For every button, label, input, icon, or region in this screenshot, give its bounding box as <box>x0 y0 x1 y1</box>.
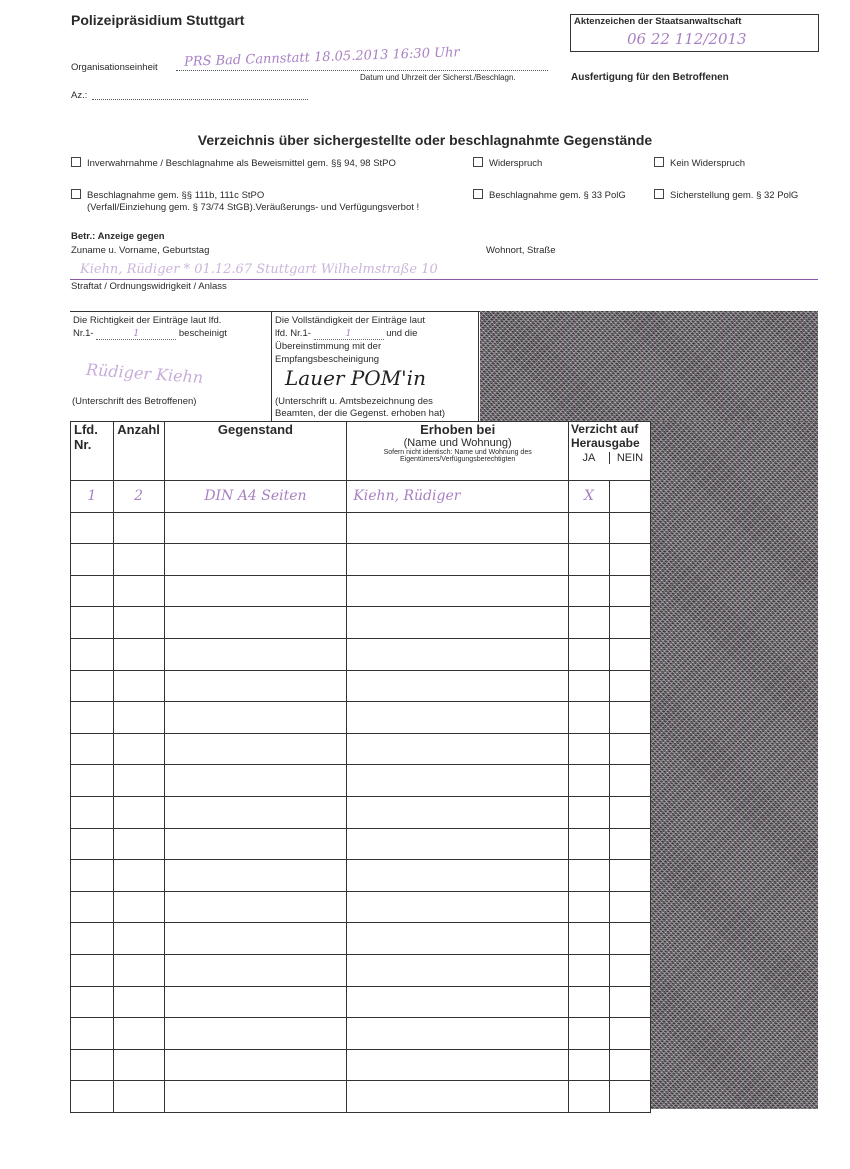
checkbox-square[interactable] <box>71 157 81 167</box>
col-from-note: Sofern nicht identisch: Name und Wohnung des Eigentümers/Verfügungsberechtigten <box>383 449 532 463</box>
checkbox-objection[interactable] <box>473 157 542 169</box>
table-row <box>71 1049 651 1081</box>
cell-yes[interactable] <box>568 575 609 607</box>
cell-no[interactable] <box>609 733 650 765</box>
checkbox-no-objection-label: Kein Widerspruch <box>670 158 745 169</box>
col-from: Erhoben bei <box>420 422 496 437</box>
cell-from[interactable] <box>347 702 569 734</box>
cell-nr[interactable] <box>71 670 114 702</box>
col-from-cell <box>347 422 569 481</box>
cell-from[interactable] <box>347 733 569 765</box>
table-row <box>71 986 651 1018</box>
prosecution-label: Aktenzeichen der Staatsanwaltschaft <box>574 16 742 27</box>
table-row <box>71 891 651 923</box>
left-confirm-line1: Die Richtigkeit der Einträge laut lfd. <box>73 315 222 326</box>
betr-heading: Betr.: Anzeige gegen <box>71 231 165 242</box>
cell-item[interactable] <box>164 954 347 986</box>
cell-item[interactable] <box>164 575 347 607</box>
cell-no[interactable] <box>609 575 650 607</box>
cell-from[interactable]: Kiehn, Rüdiger <box>347 481 569 513</box>
left-signature-caption: (Unterschrift des Betroffenen) <box>72 396 197 407</box>
checkbox-evidence[interactable] <box>71 157 396 169</box>
cell-yes[interactable] <box>568 860 609 892</box>
confirm-top-line <box>70 311 480 312</box>
cell-nr[interactable] <box>71 1081 114 1113</box>
cell-count[interactable] <box>113 954 164 986</box>
cell-count[interactable]: 2 <box>113 481 164 513</box>
cell-from[interactable] <box>347 607 569 639</box>
table-row <box>71 733 651 765</box>
table-row <box>71 670 651 702</box>
cell-count[interactable] <box>113 544 164 576</box>
cell-from[interactable] <box>347 512 569 544</box>
cell-nr[interactable] <box>71 828 114 860</box>
cell-no[interactable] <box>609 544 650 576</box>
cell-item[interactable] <box>164 986 347 1018</box>
cell-count[interactable] <box>113 1081 164 1113</box>
cell-yes[interactable] <box>568 828 609 860</box>
table-row <box>71 638 651 670</box>
cell-no[interactable] <box>609 891 650 923</box>
table-row <box>71 544 651 576</box>
cell-item[interactable] <box>164 1018 347 1050</box>
cell-nr[interactable] <box>71 512 114 544</box>
cell-nr[interactable] <box>71 923 114 955</box>
left-confirm-certified: bescheinigt <box>178 328 227 339</box>
cell-yes[interactable] <box>568 1018 609 1050</box>
cell-nr[interactable] <box>71 765 114 797</box>
cell-count[interactable] <box>113 607 164 639</box>
table-row <box>71 796 651 828</box>
cell-from[interactable] <box>347 575 569 607</box>
cell-no[interactable] <box>609 512 650 544</box>
cell-item[interactable] <box>164 544 347 576</box>
right-caption-2: Beamten, der die Gegenst. erhoben hat) <box>275 408 446 419</box>
col-from-sub: (Name und Wohnung) <box>403 437 512 449</box>
checkbox-polg32-label: Sicherstellung gem. § 32 PolG <box>670 190 799 201</box>
datetime-caption: Datum und Uhrzeit der Sicherst./Beschlagn. <box>360 73 516 82</box>
table-row <box>71 575 651 607</box>
cell-item[interactable] <box>164 891 347 923</box>
cell-no[interactable] <box>609 1049 650 1081</box>
cell-no[interactable] <box>609 860 650 892</box>
cell-no[interactable] <box>609 607 650 639</box>
cell-nr[interactable] <box>71 1018 114 1050</box>
cell-no[interactable] <box>609 1018 650 1050</box>
table-header-row <box>71 422 651 481</box>
right-confirm-line3: Übereinstimmung mit der <box>275 341 382 352</box>
cell-count[interactable] <box>113 986 164 1018</box>
confirm-divider <box>271 311 272 421</box>
cell-item[interactable] <box>164 1081 347 1113</box>
col-waiver: Verzicht auf Herausgabe <box>570 422 640 450</box>
cell-yes[interactable] <box>568 638 609 670</box>
cell-yes[interactable] <box>568 733 609 765</box>
checkbox-square[interactable] <box>654 157 664 167</box>
table-row <box>71 702 651 734</box>
cell-no[interactable] <box>609 923 650 955</box>
left-confirm-nr-value: 1 <box>96 328 176 340</box>
checkbox-polg32[interactable] <box>654 189 798 201</box>
cell-yes[interactable] <box>568 670 609 702</box>
residence-label: Wohnort, Straße <box>486 245 556 256</box>
cell-nr[interactable] <box>71 575 114 607</box>
checkbox-polg33[interactable] <box>473 189 626 201</box>
cell-count[interactable] <box>113 828 164 860</box>
cell-nr[interactable] <box>71 544 114 576</box>
cell-yes[interactable] <box>568 544 609 576</box>
cell-item[interactable] <box>164 638 347 670</box>
offense-label: Straftat / Ordnungswidrigkeit / Anlass <box>71 281 227 292</box>
cell-no[interactable] <box>609 702 650 734</box>
cell-yes[interactable] <box>568 923 609 955</box>
cell-from[interactable] <box>347 828 569 860</box>
col-waiver-sub <box>569 452 650 464</box>
cell-from[interactable] <box>347 1081 569 1113</box>
redacted-area-top <box>480 311 818 421</box>
cell-from[interactable] <box>347 765 569 797</box>
right-confirm-and: und die <box>386 328 418 339</box>
table-body <box>71 481 651 1113</box>
cell-no[interactable] <box>609 638 650 670</box>
checkbox-evidence-label: Inverwahrnahme / Beschlagnahme als Beweismittel gem. §§ 94, 98 StPO <box>87 158 396 169</box>
cell-count[interactable] <box>113 670 164 702</box>
cell-no[interactable] <box>609 986 650 1018</box>
cell-no[interactable] <box>609 481 650 513</box>
cell-item[interactable]: DIN A4 Seiten <box>164 481 347 513</box>
cell-count[interactable] <box>113 860 164 892</box>
cell-item[interactable] <box>164 923 347 955</box>
cell-nr[interactable] <box>71 638 114 670</box>
cell-from[interactable] <box>347 923 569 955</box>
page-title: Verzeichnis über sichergestellte oder beschlagnahmte Gegenstände <box>197 132 653 148</box>
cell-nr[interactable] <box>71 796 114 828</box>
checkbox-no-objection[interactable] <box>654 157 745 169</box>
checkbox-square[interactable] <box>654 189 664 199</box>
cell-from[interactable] <box>347 954 569 986</box>
cell-item[interactable] <box>164 733 347 765</box>
cell-nr[interactable]: 1 <box>71 481 114 513</box>
cell-no[interactable] <box>609 796 650 828</box>
agency-name: Polizeipräsidium Stuttgart <box>71 12 245 28</box>
cell-yes[interactable] <box>568 702 609 734</box>
left-confirm-line2 <box>73 328 227 340</box>
name-label: Zuname u. Vorname, Geburtstag <box>71 245 210 256</box>
cell-item[interactable] <box>164 1049 347 1081</box>
right-confirm-nr: lfd. Nr.1- <box>275 328 311 339</box>
cell-no[interactable] <box>609 670 650 702</box>
cell-count[interactable] <box>113 575 164 607</box>
left-signature: Rüdiger Kiehn <box>85 359 204 388</box>
copy-label: Ausfertigung für den Betroffenen <box>571 72 729 83</box>
cell-from[interactable] <box>347 1049 569 1081</box>
cell-count[interactable] <box>113 638 164 670</box>
cell-from[interactable] <box>347 986 569 1018</box>
cell-no[interactable] <box>609 1081 650 1113</box>
cell-from[interactable] <box>347 544 569 576</box>
checkbox-111[interactable] <box>71 189 264 201</box>
cell-item[interactable] <box>164 860 347 892</box>
col-waiver-cell <box>568 422 650 481</box>
cell-nr[interactable] <box>71 702 114 734</box>
cell-nr[interactable] <box>71 891 114 923</box>
table-row <box>71 481 651 513</box>
checkbox-square[interactable] <box>473 189 483 199</box>
right-confirm-line1: Die Vollständigkeit der Einträge laut <box>275 315 425 326</box>
col-count: Anzahl <box>113 422 164 481</box>
org-unit-label: Organisationseinheit <box>71 62 158 73</box>
col-nr: Lfd. Nr. <box>71 422 114 481</box>
person-value: Kiehn, Rüdiger * 01.12.67 Stuttgart Wilhelmstraße 10 <box>80 262 438 277</box>
checkbox-objection-label: Widerspruch <box>489 158 543 169</box>
cell-yes[interactable] <box>568 512 609 544</box>
col-item: Gegenstand <box>164 422 347 481</box>
cell-nr[interactable] <box>71 733 114 765</box>
table-row <box>71 512 651 544</box>
checkbox-111-label: Beschlagnahme gem. §§ 111b, 111c StPO <box>87 190 265 201</box>
checkbox-111-sub: (Verfall/Einziehung gem. § 73/74 StGB).Veräußerungs- und Verfügungsverbot ! <box>87 202 420 213</box>
az-line <box>92 99 308 100</box>
cell-item[interactable] <box>164 670 347 702</box>
cell-from[interactable] <box>347 891 569 923</box>
table-row <box>71 923 651 955</box>
cell-yes[interactable] <box>568 607 609 639</box>
prosecution-box <box>570 14 819 52</box>
cell-nr[interactable] <box>71 860 114 892</box>
cell-count[interactable] <box>113 796 164 828</box>
redacted-area-right <box>651 421 818 1109</box>
cell-item[interactable] <box>164 765 347 797</box>
cell-yes[interactable]: X <box>568 481 609 513</box>
cell-from[interactable] <box>347 670 569 702</box>
org-unit-line <box>176 70 548 71</box>
cell-from[interactable] <box>347 1018 569 1050</box>
table-row <box>71 860 651 892</box>
cell-yes[interactable] <box>568 765 609 797</box>
cell-count[interactable] <box>113 1018 164 1050</box>
items-table <box>70 421 651 1113</box>
cell-nr[interactable] <box>71 986 114 1018</box>
cell-count[interactable] <box>113 891 164 923</box>
cell-from[interactable] <box>347 860 569 892</box>
checkbox-square[interactable] <box>71 189 81 199</box>
table-row <box>71 828 651 860</box>
cell-count[interactable] <box>113 702 164 734</box>
az-label: Az.: <box>71 90 88 101</box>
cell-item[interactable] <box>164 796 347 828</box>
cell-yes[interactable] <box>568 796 609 828</box>
table-row <box>71 1018 651 1050</box>
cell-yes[interactable] <box>568 986 609 1018</box>
left-confirm-nr: Nr.1- <box>73 328 94 339</box>
cell-from[interactable] <box>347 796 569 828</box>
col-no: NEIN <box>616 452 644 464</box>
checkbox-polg33-label: Beschlagnahme gem. § 33 PolG <box>489 190 626 201</box>
cell-no[interactable] <box>609 954 650 986</box>
cell-nr[interactable] <box>71 607 114 639</box>
right-confirm-nr-value: 1 <box>314 328 384 340</box>
table-row <box>71 607 651 639</box>
cell-from[interactable] <box>347 638 569 670</box>
cell-count[interactable] <box>113 765 164 797</box>
cell-count[interactable] <box>113 1049 164 1081</box>
right-confirm-line4: Empfangsbescheinigung <box>275 354 380 365</box>
right-signature: Lauer POM'in <box>285 366 426 390</box>
right-caption-1: (Unterschrift u. Amtsbezeichnung des <box>275 396 433 407</box>
table-row <box>71 1081 651 1113</box>
cell-item[interactable] <box>164 828 347 860</box>
cell-no[interactable] <box>609 828 650 860</box>
cell-count[interactable] <box>113 733 164 765</box>
table-row <box>71 954 651 986</box>
cell-nr[interactable] <box>71 954 114 986</box>
col-yes: JA <box>569 452 610 464</box>
cell-count[interactable] <box>113 512 164 544</box>
cell-nr[interactable] <box>71 1049 114 1081</box>
cell-yes[interactable] <box>568 1049 609 1081</box>
confirm-right-edge <box>478 311 479 421</box>
cell-item[interactable] <box>164 512 347 544</box>
person-line <box>70 279 818 280</box>
org-unit-value: PRS Bad Cannstatt 18.05.2013 16:30 Uhr <box>183 45 460 70</box>
table-row <box>71 765 651 797</box>
right-confirm-line2 <box>275 328 417 340</box>
cell-item[interactable] <box>164 607 347 639</box>
cell-yes[interactable] <box>568 891 609 923</box>
prosecution-value: 06 22 112/2013 <box>627 30 747 48</box>
cell-yes[interactable] <box>568 954 609 986</box>
cell-yes[interactable] <box>568 1081 609 1113</box>
cell-item[interactable] <box>164 702 347 734</box>
cell-no[interactable] <box>609 765 650 797</box>
checkbox-square[interactable] <box>473 157 483 167</box>
cell-count[interactable] <box>113 923 164 955</box>
